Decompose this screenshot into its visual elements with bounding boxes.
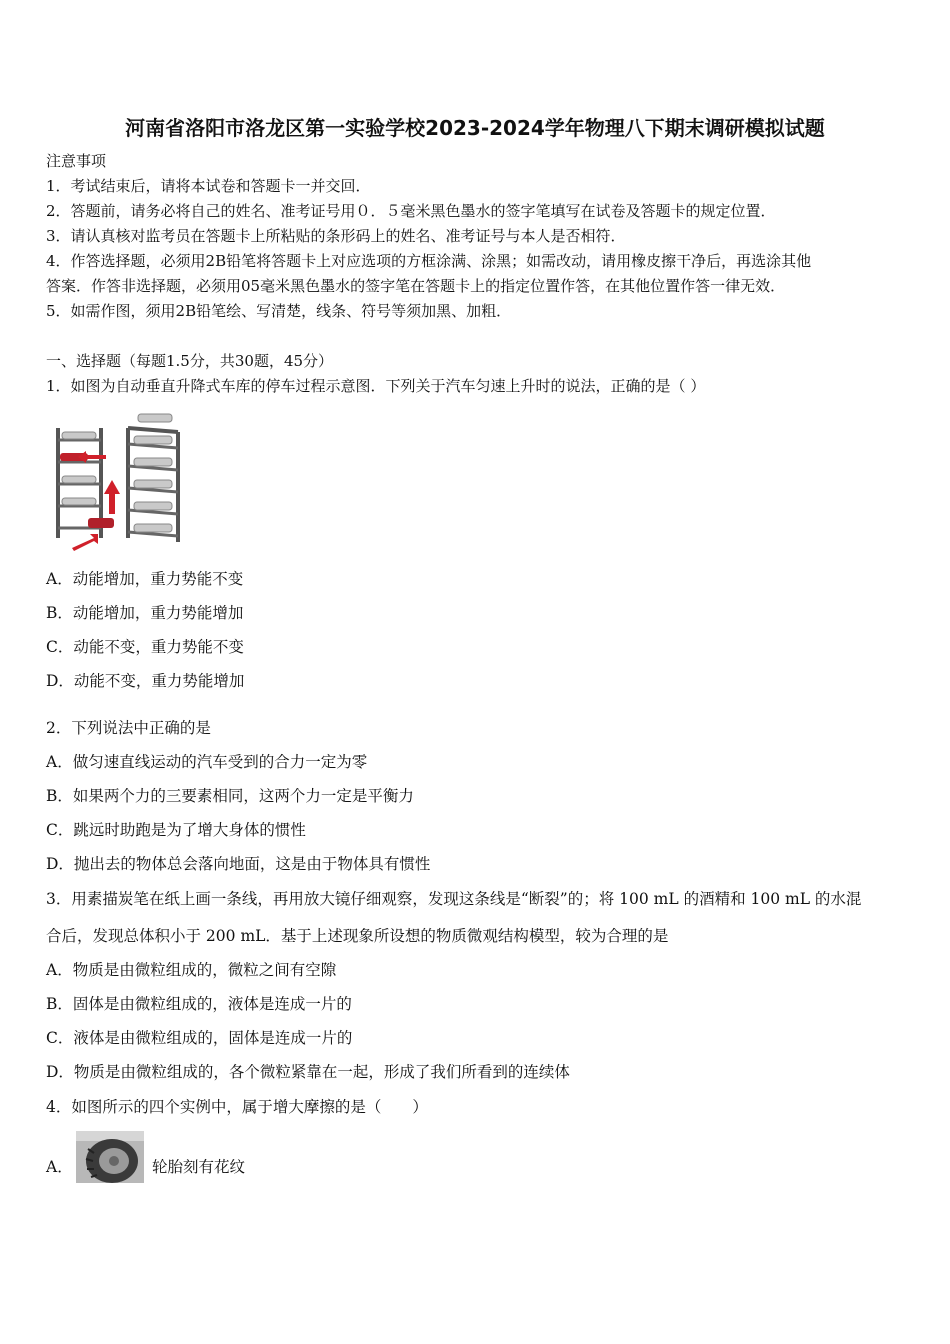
question-stem-continued: 合后，发现总体积小于 200 mL．基于上述现象所设想的物质微观结构模型，较为合理的是 xyxy=(46,927,669,945)
notice-item: 3．请认真核对监考员在答题卡上所粘贴的条形码上的姓名、准考证号与本人是否相符． xyxy=(46,227,626,245)
option-c: C．动能不变，重力势能不变 xyxy=(46,638,244,656)
notice-item: 2．答题前，请务必将自己的姓名、准考证号用０．５毫米黑色墨水的签字笔填写在试卷及答题卡的规定位置． xyxy=(46,202,776,220)
option-b: B．动能增加，重力势能增加 xyxy=(46,604,244,622)
option-a-text: 轮胎刻有花纹 xyxy=(152,1158,246,1176)
parking-garage-figure xyxy=(46,410,192,552)
notice-item: 答案．作答非选择题，必须用05毫米黑色墨水的签字笔在答题卡上的指定位置作答，在其他位置作答一律无效． xyxy=(46,277,786,295)
question-stem: 1．如图为自动垂直升降式车库的停车过程示意图．下列关于汽车匀速上升时的说法，正确的是（ ） xyxy=(46,377,706,395)
option-a: A．物质是由微粒组成的，微粒之间有空隙 xyxy=(46,961,337,979)
option-a: A． xyxy=(46,1158,73,1176)
option-a: A．动能增加，重力势能不变 xyxy=(46,570,244,588)
option-a: A．做匀速直线运动的汽车受到的合力一定为零 xyxy=(46,753,368,771)
notice-heading: 注意事项 xyxy=(46,152,107,170)
notice-item: 1．考试结束后，请将本试卷和答题卡一并交回． xyxy=(46,177,371,195)
option-c: C．液体是由微粒组成的，固体是连成一片的 xyxy=(46,1029,353,1047)
tire-photo xyxy=(76,1131,144,1183)
option-b: B．如果两个力的三要素相同，这两个力一定是平衡力 xyxy=(46,787,414,805)
notice-item: 4．作答选择题，必须用2B铅笔将答题卡上对应选项的方框涂满、涂黑；如需改动，请用橡皮擦干净后，再选涂其他 xyxy=(46,252,812,270)
option-b: B．固体是由微粒组成的，液体是连成一片的 xyxy=(46,995,352,1013)
option-d: D．抛出去的物体总会落向地面，这是由于物体具有惯性 xyxy=(46,855,431,873)
question-stem: 4．如图所示的四个实例中，属于增大摩擦的是（ ） xyxy=(46,1098,428,1116)
option-c: C．跳远时助跑是为了增大身体的惯性 xyxy=(46,821,306,839)
section-heading: 一、选择题（每题1.5分，共30题，45分） xyxy=(46,352,334,370)
question-stem: 2．下列说法中正确的是 xyxy=(46,719,211,737)
option-d: D．动能不变，重力势能增加 xyxy=(46,672,245,690)
page-title: 河南省洛阳市洛龙区第一实验学校2023-2024学年物理八下期末调研模拟试题 xyxy=(125,116,825,140)
notice-item: 5．如需作图，须用2B铅笔绘、写清楚，线条、符号等须加黑、加粗． xyxy=(46,302,512,320)
option-d: D．物质是由微粒组成的，各个微粒紧靠在一起，形成了我们所看到的连续体 xyxy=(46,1063,570,1081)
question-stem: 3．用素描炭笔在纸上画一条线，再用放大镜仔细观察，发现这条线是“断裂”的；将 100 mL 的酒精和 100 mL 的水混 xyxy=(46,890,862,908)
